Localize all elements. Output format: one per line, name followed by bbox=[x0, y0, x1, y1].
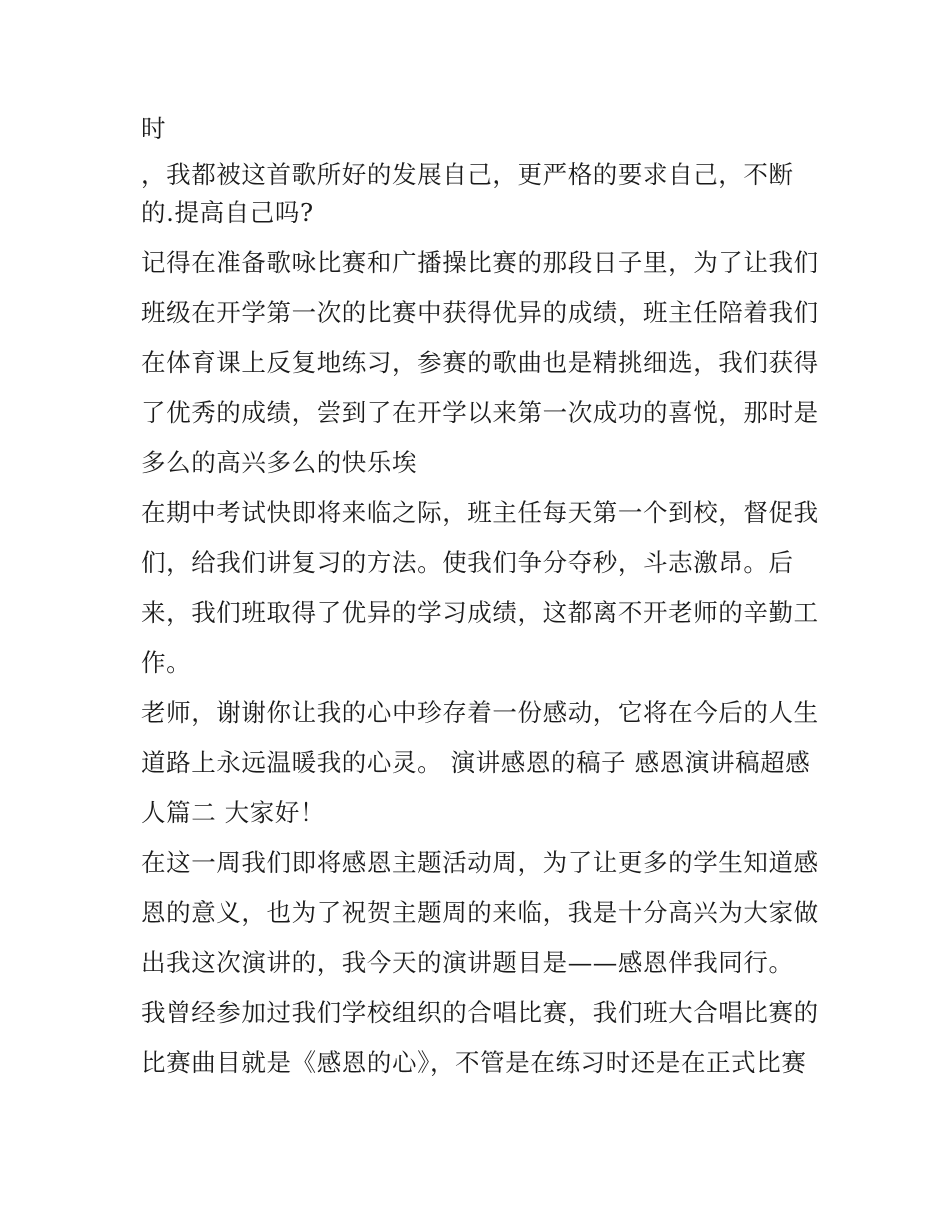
text-line: ，我都被这首歌所好的发展自己，更严格的要求自己，不断 bbox=[141, 160, 794, 189]
text-line: 班级在开学第一次的比赛中获得优异的成绩，班主任陪着我们 bbox=[141, 298, 819, 327]
text-line: 我曾经参加过我们学校组织的合唱比赛，我们班大合唱比赛的 bbox=[141, 998, 819, 1027]
text-line: 们，给我们讲复习的方法。使我们争分夺秒，斗志激昂。后 bbox=[141, 548, 794, 577]
text-line: 在这一周我们即将感恩主题活动周，为了让更多的学生知道感 bbox=[141, 848, 819, 877]
text-line: 出我这次演讲的，我今天的演讲题目是——感恩伴我同行。 bbox=[141, 948, 794, 977]
text-line: 人篇二 大家好！ bbox=[141, 798, 326, 827]
text-line: 恩的意义，也为了祝贺主题周的来临，我是十分高兴为大家做 bbox=[141, 898, 819, 927]
text-line: 了优秀的成绩，尝到了在开学以来第一次成功的喜悦，那时是 bbox=[141, 398, 819, 427]
text-line: 的.提高自己吗? bbox=[141, 198, 314, 227]
text-line: 多么的高兴多么的快乐埃 bbox=[141, 448, 418, 477]
text-line: 记得在准备歌咏比赛和广播操比赛的那段日子里，为了让我们 bbox=[141, 248, 819, 277]
document-body bbox=[141, 110, 821, 1082]
text-line: 来，我们班取得了优异的学习成绩，这都离不开老师的辛勤工 bbox=[141, 598, 819, 627]
text-line: 在体育课上反复地练习，参赛的歌曲也是精挑细选，我们获得 bbox=[141, 348, 819, 377]
text-line: 老师，谢谢你让我的心中珍存着一份感动，它将在今后的人生 bbox=[141, 698, 819, 727]
text-line: 道路上永远温暖我的心灵。 演讲感恩的稿子 感恩演讲稿超感 bbox=[141, 748, 811, 777]
text-line: 比赛曲目就是《感恩的心》，不管是在练习时还是在正式比赛 bbox=[141, 1048, 807, 1077]
text-line: 在期中考试快即将来临之际，班主任每天第一个到校，督促我 bbox=[141, 498, 819, 527]
text-line: 时 bbox=[141, 114, 167, 143]
text-line: 作。 bbox=[141, 648, 192, 677]
